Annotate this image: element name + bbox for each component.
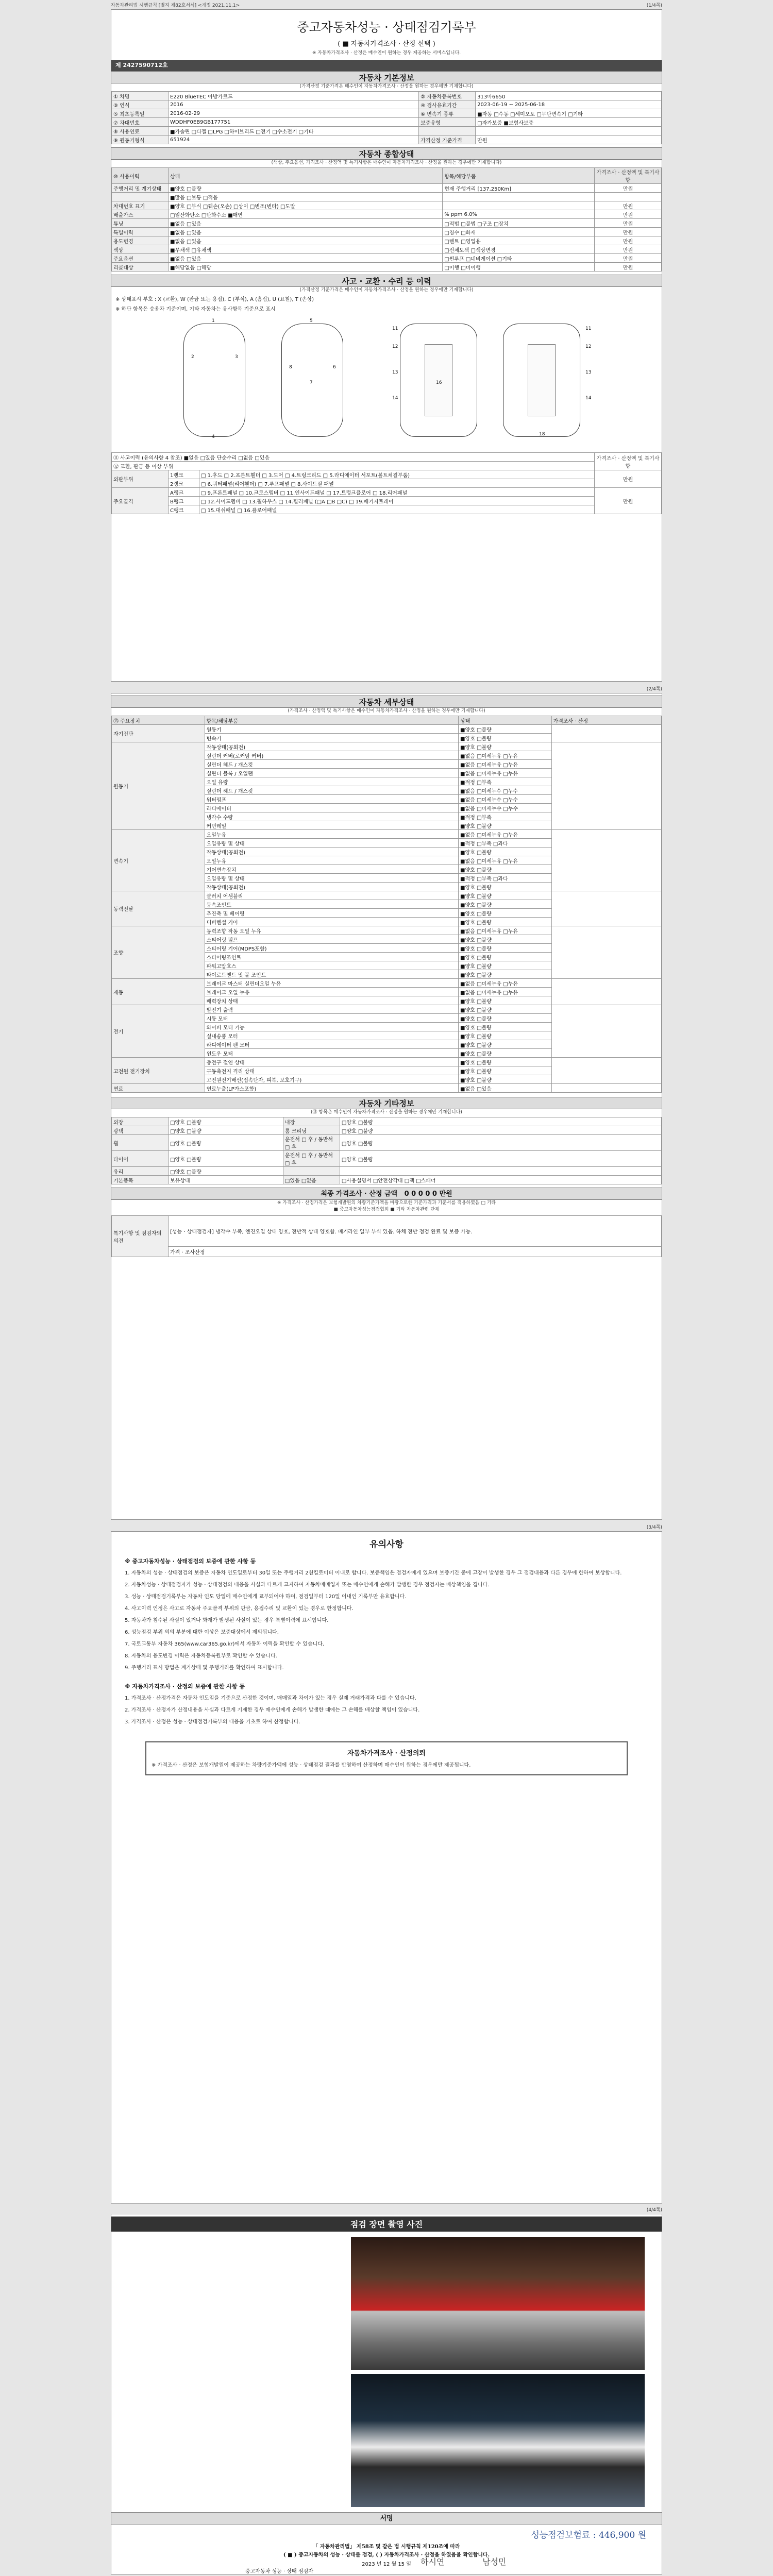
- detail-item: 배력장치 상태: [205, 996, 458, 1005]
- detail-status: ■없음 □미세누유 □누유: [459, 926, 552, 935]
- detail-price-cell: [551, 725, 661, 742]
- overall-cell: [443, 201, 595, 210]
- sign-label: 서명: [111, 2512, 662, 2524]
- overall-cell: 만원: [595, 236, 662, 245]
- other-cell: 운전석 □ 후 / 동반석 □ 후: [283, 1135, 340, 1151]
- detail-item: 냉각수 수량: [205, 812, 458, 821]
- overall-cell: ■해당없음 □해당: [169, 263, 443, 272]
- caution-item: 1. 자동차의 성능 · 상태점검의 보증은 자동차 인도일로부터 30일 또는 주행거리 2천킬로미터 이내로 합니다. 보증책임은 점검자에게 있으며 보증기간 중에 고장이 발생한 경우 그 점검내용과 다른 경우에 한하여 보상합니다.: [125, 1570, 622, 1576]
- detail-status: ■양호 □불량: [459, 953, 552, 961]
- detail-status: ■양호 □불량: [459, 935, 552, 944]
- overall-cell: □침수 □화재: [443, 228, 595, 236]
- detail-status: ■양호 □불량: [459, 944, 552, 953]
- caution-item: 5. 자동차가 침수된 사실이 있거나 화재가 발생된 사실이 있는 경우 특별이력에 표시합니다.: [125, 1618, 329, 1623]
- detail-group-name: 동력전달: [112, 891, 205, 926]
- detail-status: ■양호 □불량: [459, 1014, 552, 1023]
- other-cell: 외장: [112, 1117, 169, 1126]
- detail-group-name: 조향: [112, 926, 205, 979]
- overall-cell: 주요옵션: [112, 254, 169, 263]
- page-1: [111, 9, 662, 682]
- overall-row: [112, 201, 662, 210]
- detail-status: ■양호 □불량: [459, 1023, 552, 1031]
- inspector-label: 중고자동차 성능 · 상태 점검자: [245, 2569, 313, 2574]
- basic-cell: ■자동 □수동 □세미오토 □무단변속기 □기타: [476, 109, 662, 118]
- basic-cell: ④ 검사유효기간: [419, 100, 476, 109]
- detail-price-cell: [551, 1005, 661, 1058]
- detail-item: 클러치 어셈블리: [205, 891, 458, 900]
- other-cell: □양호 □불량: [169, 1167, 283, 1176]
- other-table: [111, 1117, 662, 1184]
- cautions-sec1: ※ 중고자동차성능 · 상태점검의 보증에 관한 사항 등: [125, 1558, 256, 1565]
- basic-cell: 651924: [169, 135, 419, 144]
- overall-cell: ■무채색 □유채색: [169, 245, 443, 254]
- detail-item: 실내송풍 모터: [205, 1031, 458, 1040]
- detail-item: 작동상태(공회전): [205, 742, 458, 751]
- detail-price-cell: [551, 1058, 661, 1084]
- footer-law: 「 자동차관리법」 제58조 및 같은 법 시행규칙 제120조에 따라: [313, 2544, 460, 2550]
- basic-cell: ■가솔린 □디젤 □LPG □하이브리드 □전기 □수소전기 □기타: [169, 127, 419, 135]
- basic-row: [112, 118, 662, 127]
- detail-item: 라디에이터: [205, 804, 458, 812]
- other-cell: 룸 크리닝: [283, 1126, 340, 1135]
- special-table: 특기사항 및 점검자의 의견 [성능 · 상태점검자] 냉각수 부족, 엔진오일 상태 양호, 전반적 상태 양호함. 배기라인 일부 부식 있음. 하체 전반 점검 완료 및 보증 가능. 가격 · 조사산정: [111, 1215, 662, 1257]
- overall-row: [112, 184, 662, 193]
- detail-status: ■없음 □미세누수 □누수: [459, 786, 552, 795]
- detail-status: ■양호 □불량: [459, 883, 552, 891]
- overall-row: [112, 219, 662, 228]
- cautions-list-1: [125, 1569, 648, 1672]
- basic-cell: ③ 연식: [112, 100, 169, 109]
- overall-cell: 만원: [595, 210, 662, 219]
- detail-item: 구동축전지 격리 상태: [205, 1066, 458, 1075]
- overall-row: [112, 254, 662, 263]
- overall-cell: % ppm 6.0%: [443, 210, 595, 219]
- caution-item: 3. 가격조사 · 산정은 성능 · 상태점검기록부의 내용을 기초로 하여 산정합니다.: [125, 1719, 300, 1725]
- inspector-signature-2: 남성민: [482, 2557, 507, 2567]
- detail-status: ■없음 □미세누유 □누유: [459, 760, 552, 769]
- overall-row: [112, 193, 662, 201]
- basic-cell: [419, 127, 476, 135]
- overall-cell: ■양호 □부식 □훼손(오손) □상이 □변조(변타) □도말: [169, 201, 443, 210]
- detail-item: 실린더 헤드 / 개스킷: [205, 786, 458, 795]
- caution-item: 2. 자동차성능 · 상태점검자가 성능 · 상태점검의 내용을 사실과 다르게 고지하여 자동차매매업자 또는 매수인에게 손해가 발생한 경우 점검자는 배상책임을 집니다.: [125, 1582, 490, 1588]
- overall-row: [112, 236, 662, 245]
- accident-note2: ※ 하단 항목은 승용차 기준이며, 기타 자동차는 유사항목 기준으로 표시: [115, 307, 276, 312]
- other-cell: □양호 □불량: [340, 1126, 661, 1135]
- detail-status: ■양호 □불량: [459, 900, 552, 909]
- detail-group-name: 제동: [112, 979, 205, 1005]
- detail-item: 원동기: [205, 725, 458, 734]
- overall-cell: ■많음 □보통 □적음: [169, 193, 443, 201]
- overall-cell: ⑩ 사용이력: [112, 168, 169, 184]
- detail-row: [112, 742, 662, 751]
- detail-row: [112, 725, 662, 734]
- detail-row: [112, 1084, 662, 1093]
- other-row: [112, 1176, 662, 1184]
- cautions-list-2: [125, 1694, 648, 1726]
- overall-cell: 특별이력: [112, 228, 169, 236]
- detail-status: ■양호 □불량: [459, 742, 552, 751]
- doc-note: ※ 자동차가격조사 · 산정은 매수인이 원하는 경우 제공하는 서비스입니다.: [312, 50, 461, 56]
- accident-note: (가격산정 기준가격은 매수인이 자동차가격조사 · 산정을 원하는 경우에만 기재합니다): [299, 287, 474, 293]
- overall-cell: □썬루프 □네비게이션 □기타: [443, 254, 595, 263]
- other-cell: 기본품목: [112, 1176, 169, 1184]
- detail-note: (가격조사 · 산정액 및 특기사항은 매수인이 자동차가격조사 · 산정을 원하는 경우에만 기재합니다): [288, 708, 485, 714]
- caution-item: 1. 가격조사 · 산정가격은 자동차 인도일을 기준으로 산정한 것이며, 매매일과 차이가 있는 경우 실제 거래가격과 다를 수 있습니다.: [125, 1696, 416, 1701]
- inspection-photo-front: [351, 2237, 645, 2370]
- basic-cell: 가격산정 기준가격: [419, 135, 476, 144]
- basic-cell: 313마6650: [476, 92, 662, 100]
- detail-status: ■없음 □미세누유 □누유: [459, 751, 552, 760]
- cautions-title: 유의사항: [369, 1539, 404, 1550]
- other-cell: □양호 □불량: [169, 1151, 283, 1167]
- overall-cell: 만원: [595, 228, 662, 236]
- overall-cell: ■없음 □있음: [169, 219, 443, 228]
- detail-item: 커먼레일: [205, 821, 458, 830]
- overall-cell: 리콜대상: [112, 263, 169, 272]
- basic-cell: ⑨ 원동기형식: [112, 135, 169, 144]
- detail-price-cell: [551, 979, 661, 1005]
- car-diagram: 1 2 3 4 5 7 8 6 11 12 13 14 16 11 12 13 14 18: [111, 313, 662, 452]
- basic-cell: □자가보증 ■보험사보증: [476, 118, 662, 127]
- final-price-note: ※ 가격조사 · 산정가격은 보험개발원의 차량기준가액을 바탕으로한 기준가격과 기준서를 적용하였음 □ 기타: [277, 1200, 496, 1206]
- overall-row: [112, 263, 662, 272]
- footer-date: 2023 년 12 월 15 일: [362, 2562, 411, 2567]
- other-row: [112, 1167, 662, 1176]
- overall-cell: □전체도색 □색상변경: [443, 245, 595, 254]
- detail-status: ■없음 □미세누유 □누유: [459, 856, 552, 865]
- detail-status: ■없음 □미세누유 □누유: [459, 979, 552, 988]
- accident-legend: ※ 상태표시 부호 : X (교환), W (판금 또는 용접), C (부식), A (흠집), U (요철), T (손상): [115, 297, 314, 302]
- detail-item: 디퍼렌셜 기어: [205, 918, 458, 926]
- other-row: [112, 1135, 662, 1151]
- detail-status: ■적정 □부족 □과다: [459, 874, 552, 883]
- overall-cell: 배출가스: [112, 210, 169, 219]
- detail-item: 충전구 절연 상태: [205, 1058, 458, 1066]
- detail-status: ■양호 □불량: [459, 996, 552, 1005]
- detail-item: 시동 모터: [205, 1014, 458, 1023]
- detail-status: ■양호 □불량: [459, 725, 552, 734]
- basic-row: [112, 127, 662, 135]
- cautions-sec2: ※ 자동차가격조사 · 산정의 보증에 관한 사항 등: [125, 1683, 245, 1690]
- detail-item: 실린더 블록 / 오일팬: [205, 769, 458, 777]
- page-3: [111, 1531, 662, 2204]
- overall-cell: [112, 193, 169, 201]
- overall-table: [111, 167, 662, 272]
- price-request-text: ※ 가격조사 · 산정은 보험개발원이 제공하는 차량기준가액에 성능 · 상태점검 결과를 반영하여 산정하며 매수인이 원하는 경우에만 제공됩니다.: [152, 1762, 471, 1768]
- overall-cell: 튜닝: [112, 219, 169, 228]
- detail-status: ■없음 □미세누유 □누유: [459, 988, 552, 996]
- detail-status: ■양호 □불량: [459, 1075, 552, 1084]
- basic-note: (가격산정 기준가격은 매수인이 자동차가격조사 · 산정을 원하는 경우에만 기재합니다): [299, 84, 474, 89]
- overall-cell: 만원: [595, 184, 662, 193]
- page-4: [111, 2214, 662, 2574]
- basic-cell: 2023-06-19 ~ 2025-06-18: [476, 100, 662, 109]
- caution-item: 8. 자동차의 용도변경 이력은 자동차등록원부로 확인할 수 있습니다.: [125, 1653, 277, 1659]
- basic-row: [112, 109, 662, 118]
- other-cell: 운전석 □ 후 / 동반석 □ 후: [283, 1151, 340, 1167]
- detail-status: ■양호 □불량: [459, 848, 552, 856]
- accident-table: ⑪ 사고이력 (유의사항 4 참조) ■없음 □있음 단순수리 □없음 □있음 가격조사 · 산정액 및 특기사항 ⑫ 교환, 판금 등 이상 부위 외판부위 1랭크 □ 1.후드 □ 2.프론트휀더 □ 3.도어 □ 4.트렁크리드 □ 5.라디에이터 서포트(볼트체결부품) 만원 2랭크 □ 6.쿼터패널(리어휀더) □ 7.루프패널 □ 8.사이드실 패널 주요골격 A랭크 □ 9.프론트패널 □ 10.크로스멤버 □ 11.인사이드패널 □ 17.트렁크플로어 □ 18.리어패널 만원 B랭크 □ 12.사이드멤버 □ 13.휠하우스 □ 14.필러패널 (□A □B □C) □ 19.패키지트레이 C랭크 □ 15.대쉬패널 □ 16.플로어패널: [111, 452, 662, 514]
- basic-cell: [476, 127, 662, 135]
- detail-item: 작동상태(공회전): [205, 883, 458, 891]
- overall-cell: 만원: [595, 201, 662, 210]
- other-cell: 광택: [112, 1126, 169, 1135]
- detail-row: [112, 830, 662, 839]
- overall-cell: ■없음 □있음: [169, 228, 443, 236]
- overall-cell: 주행거리 및 계기상태: [112, 184, 169, 193]
- detail-status: ■적정 □부족 □과다: [459, 839, 552, 848]
- photos-title: 점검 장면 촬영 사진: [111, 2216, 662, 2232]
- basic-cell: 만원: [476, 135, 662, 144]
- inspector-signature-1: 하시연: [421, 2557, 445, 2567]
- overall-note: (색상, 주요옵션, 가격조사 · 산정액 및 특기사항은 매수인이 자동차가격조사 · 산정을 원하는 경우에만 기재합니다): [271, 160, 502, 165]
- other-cell: □사용설명서 □안전삼각대 □잭 □스패너: [340, 1176, 661, 1184]
- basic-row: [112, 100, 662, 109]
- detail-item: 스티어링조인트: [205, 953, 458, 961]
- caution-item: 7. 국토교통부 자동차 365(www.car365.go.kr)에서 자동차 이력을 확인할 수 있습니다.: [125, 1641, 325, 1647]
- basic-title: 자동차 기본정보: [111, 71, 662, 83]
- accident-title: 사고 · 교환 · 수리 등 이력: [111, 275, 662, 287]
- inspection-photo-rear: [351, 2374, 645, 2507]
- overall-cell: 용도변경: [112, 236, 169, 245]
- caution-item: 6. 성능점검 부위 외의 부분에 대한 이상은 보증대상에서 제외됩니다.: [125, 1630, 279, 1635]
- page3-header: (3/4쪽): [646, 1525, 662, 1530]
- basic-cell: ① 차명: [112, 92, 169, 100]
- frame-center-2: [528, 344, 556, 416]
- detail-item: 연료누출(LP가스포함): [205, 1084, 458, 1093]
- overall-cell: 만원: [595, 219, 662, 228]
- caution-item: 3. 성능 · 상태점검기록부는 자동차 인도 당일에 매수인에게 교부되어야 하며, 점검일부터 120일 이내인 기록부만 유효합니다.: [125, 1594, 407, 1600]
- overall-title: 자동차 종합상태: [111, 147, 662, 160]
- price-request-title: 자동차가격조사 · 산정의뢰: [347, 1750, 426, 1757]
- detail-item: 와이퍼 모터 기능: [205, 1023, 458, 1031]
- detail-status: ■양호 □불량: [459, 918, 552, 926]
- other-cell: □있음 □없음: [283, 1176, 340, 1184]
- caution-item: 4. 사고이력 인정은 사고로 자동차 주요골격 부위의 판금, 용접수리 및 교환이 있는 경우로 한정합니다.: [125, 1606, 354, 1612]
- caution-item: 2. 가격조사 · 산정자가 산정내용을 사실과 다르게 기재한 경우 매수인에게 손해가 발생한 때에는 그 손해를 배상할 책임이 있습니다.: [125, 1707, 420, 1713]
- detail-item: 타이로드엔드 및 볼 조인트: [205, 970, 458, 979]
- detail-status: ■양호 □불량: [459, 961, 552, 970]
- basic-cell: ⑦ 차대번호: [112, 118, 169, 127]
- overall-cell: ■없음 □있음: [169, 254, 443, 263]
- detail-item: 실린더 커버(로커암 커버): [205, 751, 458, 760]
- other-cell: [340, 1167, 661, 1176]
- detail-item: 동력조향 작동 오일 누유: [205, 926, 458, 935]
- detail-head-cell: 항목/해당부품: [205, 716, 458, 725]
- detail-price-cell: [551, 891, 661, 926]
- detail-item: 기어변속장치: [205, 865, 458, 874]
- detail-item: 브레이크 오일 누유: [205, 988, 458, 996]
- detail-head-cell: 상태: [459, 716, 552, 725]
- detail-item: 작동상태(공회전): [205, 848, 458, 856]
- detail-title: 자동차 세부상태: [111, 696, 662, 708]
- other-cell: □양호 □불량: [169, 1126, 283, 1135]
- detail-row: [112, 1005, 662, 1014]
- basic-cell: WDDHF0EB9GB177751: [169, 118, 419, 127]
- basic-cell: 2016-02-29: [169, 109, 419, 118]
- overall-cell: □렌트 □영업용: [443, 236, 595, 245]
- basic-cell: ⑤ 최초등록일: [112, 109, 169, 118]
- other-cell: 타이어: [112, 1151, 169, 1167]
- detail-head-cell: ⑬ 주요장치: [112, 716, 205, 725]
- detail-group-name: 원동기: [112, 742, 205, 830]
- other-row: [112, 1117, 662, 1126]
- other-title: 자동차 기타정보: [111, 1097, 662, 1109]
- overall-cell: 색상: [112, 245, 169, 254]
- detail-row: [112, 979, 662, 988]
- basic-row: [112, 135, 662, 144]
- detail-item: 라디에이터 팬 모터: [205, 1040, 458, 1049]
- caution-item: 9. 주행거리 표시 방법은 계기상태 및 주행거리를 확인하여 표시합니다.: [125, 1665, 284, 1671]
- detail-item: 오일유량 및 상태: [205, 874, 458, 883]
- footer-confirm: ( ■ ) 중고자동차의 성능 · 상태를 점검, ( ) 자동차가격조사 · 산정을 하였음을 확인합니다.: [283, 2552, 490, 2558]
- overall-cell: [443, 193, 595, 201]
- other-cell: 휠: [112, 1135, 169, 1151]
- detail-status: ■없음 □미세누유 □누유: [459, 769, 552, 777]
- overall-cell: 만원: [595, 245, 662, 254]
- overall-cell: ■없음 □있음: [169, 236, 443, 245]
- other-row: [112, 1151, 662, 1167]
- detail-group-name: 고전원 전기장치: [112, 1058, 205, 1084]
- basic-cell: 보증유형: [419, 118, 476, 127]
- detail-status: ■양호 □불량: [459, 1031, 552, 1040]
- detail-status: ■양호 □불량: [459, 909, 552, 918]
- other-cell: □양호 □불량: [340, 1135, 661, 1151]
- overall-cell: □이행 □미이행: [443, 263, 595, 272]
- basic-row: [112, 92, 662, 100]
- doc-subtitle: ( ■ 자동차가격조사 · 산정 선택 ): [338, 40, 435, 48]
- detail-status: ■적정 □부족: [459, 777, 552, 786]
- detail-group-name: 연료: [112, 1084, 205, 1093]
- overall-row: [112, 168, 662, 184]
- overall-cell: 가격조사 · 산정액 및 특기사항: [595, 168, 662, 184]
- overall-cell: 현재 주행거리 [137,250Km]: [443, 184, 595, 193]
- doc-number: 제 2427590712호: [111, 60, 662, 71]
- basic-table: [111, 91, 662, 144]
- detail-head-cell: 가격조사 · 산정: [551, 716, 661, 725]
- detail-item: 스티어링 펌프: [205, 935, 458, 944]
- basic-cell: ② 자동차등록번호: [419, 92, 476, 100]
- detail-price-cell: [551, 1084, 661, 1093]
- detail-status: ■양호 □불량: [459, 891, 552, 900]
- other-cell: 유리: [112, 1167, 169, 1176]
- detail-status: ■양호 □불량: [459, 865, 552, 874]
- detail-status: ■없음 □미세누유 □누유: [459, 830, 552, 839]
- detail-status: ■없음 □미세누수 □누수: [459, 804, 552, 812]
- detail-item: 파워고압호스: [205, 961, 458, 970]
- detail-group-name: 전기: [112, 1005, 205, 1058]
- detail-status: ■없음 □미세누수 □누수: [459, 795, 552, 804]
- other-cell: 보유상태: [169, 1176, 283, 1184]
- detail-status: ■양호 □불량: [459, 1005, 552, 1014]
- detail-item: 오일누유: [205, 856, 458, 865]
- other-cell: □양호 □불량: [169, 1117, 283, 1126]
- detail-status: ■양호 □불량: [459, 1049, 552, 1058]
- detail-item: 등속조인트: [205, 900, 458, 909]
- detail-status: ■없음 □있음: [459, 1084, 552, 1093]
- detail-item: 스티어링 기어(MDPS포함): [205, 944, 458, 953]
- page4-header: (4/4쪽): [646, 2208, 662, 2213]
- detail-item: 변속기: [205, 734, 458, 742]
- detail-status: ■양호 □불량: [459, 1066, 552, 1075]
- detail-status: ■양호 □불량: [459, 734, 552, 742]
- overall-row: [112, 228, 662, 236]
- basic-cell: ⑥ 변속기 종류: [419, 109, 476, 118]
- detail-status: ■양호 □불량: [459, 821, 552, 830]
- overall-cell: 만원: [595, 263, 662, 272]
- basic-cell: E220 BlueTEC 아방가르드: [169, 92, 419, 100]
- car-front-outline: [183, 324, 245, 437]
- other-cell: □양호 □불량: [169, 1135, 283, 1151]
- detail-item: 추진축 및 베어링: [205, 909, 458, 918]
- basic-cell: 2016: [169, 100, 419, 109]
- page-2: [111, 693, 662, 1520]
- overall-cell: □적법 □불법 □구조 □장치: [443, 219, 595, 228]
- other-row: [112, 1126, 662, 1135]
- detail-status: ■적정 □부족: [459, 812, 552, 821]
- detail-price-cell: [551, 742, 661, 830]
- final-price-title: 최종 가격조사 · 산정 금액 0 0 0 0 0 만원: [111, 1188, 662, 1200]
- detail-status: ■양호 □불량: [459, 1058, 552, 1066]
- detail-item: 워터펌프: [205, 795, 458, 804]
- overall-cell: 만원: [595, 254, 662, 263]
- detail-row: [112, 891, 662, 900]
- detail-item: 오일유량 및 상태: [205, 839, 458, 848]
- other-cell: □양호 □불량: [340, 1151, 661, 1167]
- detail-item: 발전기 출력: [205, 1005, 458, 1014]
- overall-cell: [595, 193, 662, 201]
- detail-status: ■양호 □불량: [459, 970, 552, 979]
- detail-item: 윈도우 모터: [205, 1049, 458, 1058]
- detail-price-cell: [551, 830, 661, 891]
- price-request-box: [145, 1741, 628, 1775]
- detail-table: [111, 716, 662, 1093]
- detail-item: 오일누유: [205, 830, 458, 839]
- basic-cell: ⑧ 사용연료: [112, 127, 169, 135]
- detail-item: 오일 유량: [205, 777, 458, 786]
- other-note: (⑭ 항목은 매수인이 자동차가격조사 · 산정을 원하는 경우에만 기재합니다): [311, 1110, 462, 1115]
- page2-header: (2/4쪽): [646, 687, 662, 692]
- detail-item: 실린더 헤드 / 개스킷: [205, 760, 458, 769]
- overall-row: [112, 245, 662, 254]
- detail-price-cell: [551, 926, 661, 979]
- doc-title: 중고자동차성능 · 상태점검기록부: [297, 20, 476, 35]
- overall-cell: □일산화탄소 □탄화수소 ■매연: [169, 210, 443, 219]
- overall-cell: ■양호 □불량: [169, 184, 443, 193]
- association: ■ 중고자동차성능점검협회 ■ 기타 자동차관련 단체: [333, 1207, 440, 1212]
- insurance-fee: 성능점검보험료 : 446,900 원: [531, 2530, 646, 2540]
- detail-group-name: 자기진단: [112, 725, 205, 742]
- detail-status: ■양호 □불량: [459, 1040, 552, 1049]
- detail-item: 브레이크 마스터 실린더오일 누유: [205, 979, 458, 988]
- other-cell: 내장: [283, 1117, 340, 1126]
- page1-header: 자동차관리법 시행규칙 [별지 제82호서식] <개정 2021.11.1> (1/4쪽): [111, 3, 662, 8]
- overall-cell: 항목/해당부품: [443, 168, 595, 184]
- overall-cell: 차대번호 표기: [112, 201, 169, 210]
- overall-cell: 상태: [169, 168, 443, 184]
- other-cell: [283, 1167, 340, 1176]
- overall-row: [112, 210, 662, 219]
- other-cell: □양호 □불량: [340, 1117, 661, 1126]
- detail-row: [112, 926, 662, 935]
- detail-item: 고전원전기배선(접속단자, 피복, 보호기구): [205, 1075, 458, 1084]
- detail-row: [112, 1058, 662, 1066]
- detail-group-name: 변속기: [112, 830, 205, 891]
